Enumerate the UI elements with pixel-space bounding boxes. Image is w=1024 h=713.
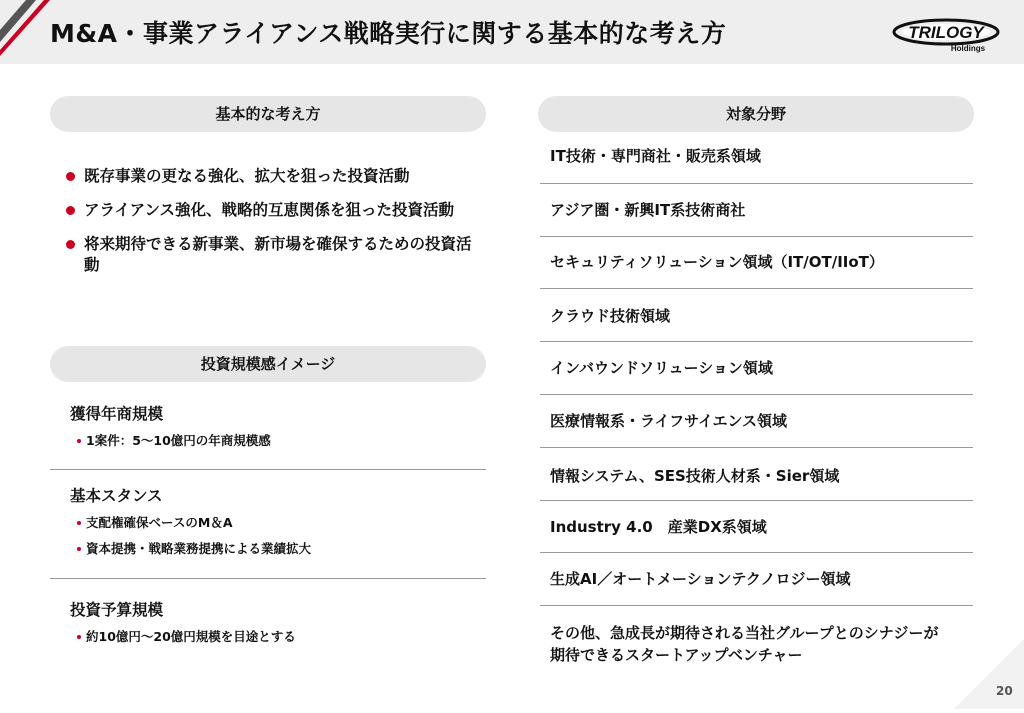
list-item (66, 234, 476, 276)
divider (50, 578, 486, 579)
divider (540, 447, 973, 448)
corner-decoration-bottom (954, 639, 1024, 709)
block-item (70, 514, 470, 532)
field-item: セキュリティソリューション領域（IT/OT/IIoT） (550, 253, 884, 271)
divider (540, 341, 973, 342)
basic-heading-pill (50, 96, 486, 132)
divider (540, 183, 973, 184)
field-item: 生成AI／オートメーションテクノロジー領域 (550, 570, 851, 588)
divider (540, 236, 973, 237)
divider (540, 394, 973, 395)
invest-block-revenue (70, 404, 470, 458)
field-item: インバウンドソリューション領域 (550, 359, 773, 377)
field-item: アジア圏・新興IT系技術商社 (550, 201, 746, 219)
bullet-dot (77, 439, 81, 443)
field-item: その他、急成長が期待される当社グループとのシナジーが期待できるスタートアップベンチャー (550, 624, 939, 664)
block-item (70, 628, 470, 646)
field-item: Industry 4.0 産業DX系領域 (550, 518, 767, 536)
invest-block-budget (70, 600, 470, 654)
list-item (66, 166, 476, 187)
bullet-dot (66, 172, 75, 181)
invest-heading-pill (50, 346, 486, 382)
block-item (70, 432, 470, 450)
block-item-text: 1案件：5〜10億円の年商規模感 (86, 433, 271, 448)
field-item: 情報システム、SES技術人材系・Sier領域 (550, 467, 840, 485)
basic-heading: 基本的な考え方 (215, 105, 321, 123)
divider (540, 605, 973, 606)
bullet-dot (77, 635, 81, 639)
list-item-text: 将来期待できる新事業、新市場を確保するための投資活動 (84, 235, 472, 274)
block-title: 基本スタンス (70, 487, 163, 505)
page-title: M&A・事業アライアンス戦略実行に関する基本的な考え方 (50, 19, 727, 48)
block-item-text: 支配権確保ベースのM＆A (86, 515, 233, 530)
block-item-text: 資本提携・戦略業務提携による業績拡大 (86, 541, 312, 556)
page-number: 20 (996, 684, 1013, 698)
field-item: クラウド技術領域 (550, 307, 671, 325)
fields-heading-pill (538, 96, 974, 132)
list-item (66, 200, 476, 221)
divider (540, 288, 973, 289)
invest-heading: 投資規模感イメージ (200, 355, 336, 373)
divider (50, 469, 486, 470)
field-item: IT技術・専門商社・販売系領域 (550, 147, 761, 165)
divider (540, 552, 973, 553)
bullet-dot (77, 547, 81, 551)
logo-text: TRILOGY (908, 23, 984, 42)
company-logo (888, 14, 1008, 54)
bullet-dot (66, 240, 75, 249)
logo-subtext: Holdings (950, 44, 986, 53)
basic-list (66, 166, 476, 289)
invest-block-stance (70, 486, 470, 566)
block-title: 獲得年商規模 (70, 405, 164, 423)
bullet-dot (77, 521, 81, 525)
list-item-text: 既存事業の更なる強化、拡大を狙った投資活動 (84, 167, 410, 185)
bullet-dot (66, 206, 75, 215)
list-item-text: アライアンス強化、戦略的互恵関係を狙った投資活動 (84, 201, 454, 219)
divider (540, 500, 973, 501)
block-item (70, 540, 470, 558)
field-item: 医療情報系・ライフサイエンス領域 (550, 412, 788, 430)
block-item-text: 約10億円〜20億円規模を目途とする (86, 629, 296, 644)
block-title: 投資予算規模 (70, 601, 164, 619)
fields-heading: 対象分野 (725, 105, 786, 123)
header-bar (0, 0, 1024, 64)
